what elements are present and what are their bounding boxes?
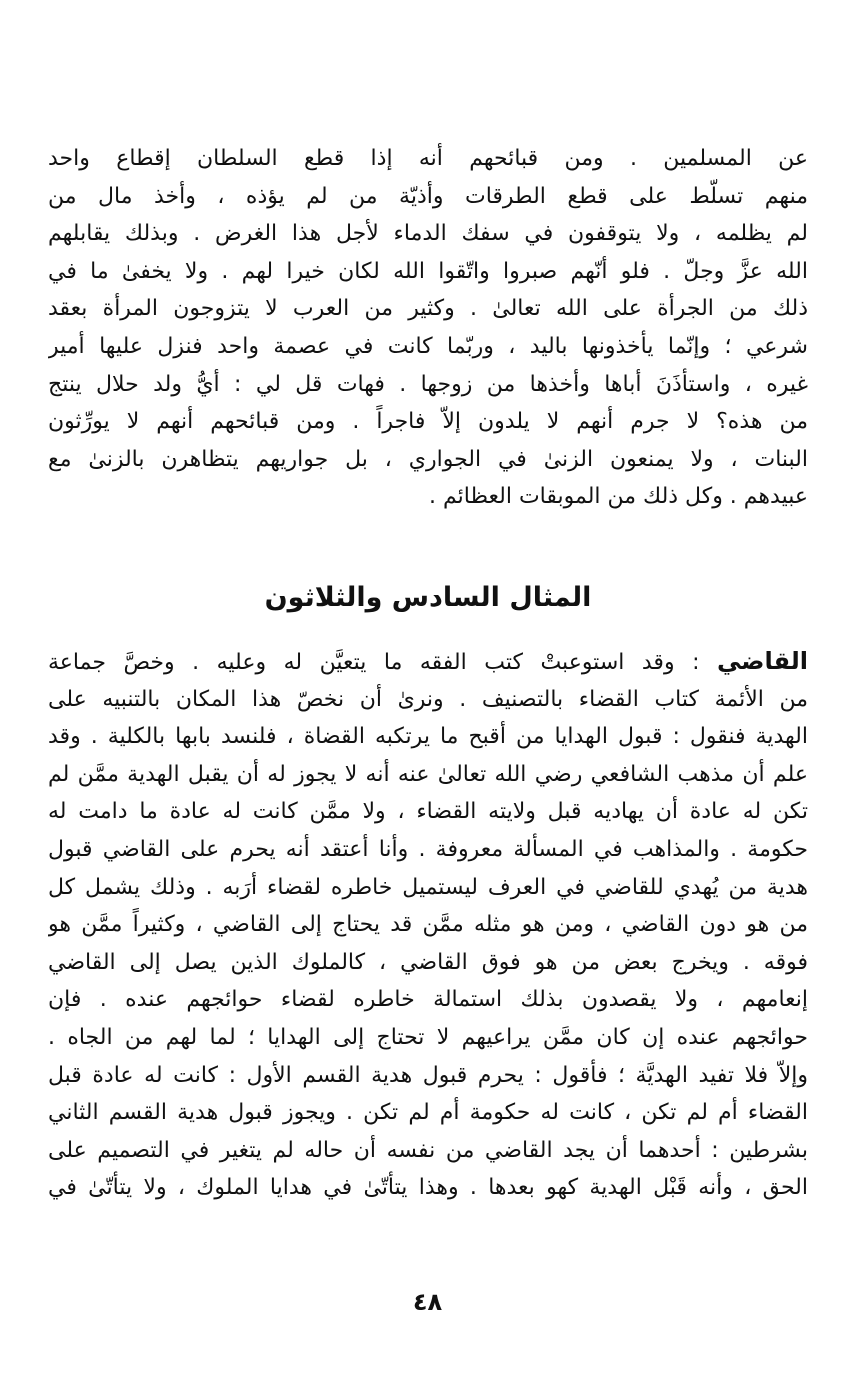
text-line-first [48, 643, 808, 681]
text-line: علم أن مذهب الشافعي رضي الله تعالىٰ عنه أنه لا يجوز له أن يقبل الهدية ممَّن لم [48, 761, 808, 787]
bold-lead-word: القاضي [717, 647, 808, 675]
text-line: إنعامهم ، ولا يقصدون بذلك استمالة خاطره لقضاء حوائجهم عنده . فإن [48, 987, 808, 1013]
text-line: من هو دون القاضي ، ومن هو مثله ممَّن قد يحتاج إلى القاضي ، وكثيراً ممَّن هو [48, 912, 808, 938]
text-line: فوقه . ويخرج بعض من هو فوق القاضي ، كالملوك الذين يصل إلى القاضي [48, 949, 808, 975]
text-line: ذلك من الجرأة على الله تعالىٰ . وكثير من العرب لا يتزوجون المرأة بعقد [48, 296, 808, 322]
page-number: ٤٨ [412, 1288, 443, 1316]
first-line-rest: : وقد استوعبتْ كتب الفقه ما يتعيَّن له وعليه . وخصَّ جماعة [48, 650, 717, 675]
section-heading: المثال السادس والثلاثون [264, 582, 592, 613]
text-line: عبيدهم . وكل ذلك من الموبقات العظائم . [429, 484, 808, 510]
text-line: بشرطين : أحدهما أن يجد القاضي من نفسه أن حاله لم يتغير في التصميم على [48, 1137, 808, 1163]
text-line: الحق ، وأنه قَبْل الهدية كهو بعدها . وهذا يتأتّىٰ في هدايا الملوك ، ولا يتأتّىٰ في [48, 1175, 808, 1201]
top-paragraph [48, 140, 808, 516]
text-line: من هذه؟ لا جرم أنهم لا يلدون إلاّ فاجراً . ومن قبائحهم أنهم لا يورِّثون [48, 409, 808, 435]
text-line: القضاء أم لم تكن ، كانت له حكومة أم لم تكن . ويجوز قبول هدية القسم الثاني [48, 1100, 808, 1126]
text-line: لم يظلمه ، ولا يتوقفون في سفك الدماء لأجل هذا الغرض . وبذلك يقابلهم [48, 221, 808, 247]
text-line: شرعي ؛ وإنّما يأخذونها باليد ، وربّما كانت في عصمة واحد فنزل عليها أمير [48, 333, 808, 359]
text-line: وإلاّ فلا تفيد الهديَّة ؛ فأقول : يحرم قبول هدية القسم الأول : كانت له عادة قبل [48, 1062, 808, 1088]
bottom-paragraph [48, 643, 808, 1207]
text-line: هدية من يُهدي للقاضي في العرف ليستميل خاطره لقضاء أرَبه . وذلك يشمل كل [48, 874, 808, 900]
text-line: تكن له عادة أن يهاديه قبل ولايته القضاء ، ولا ممَّن كانت له عادة ما دامت له [48, 799, 808, 825]
text-line: غيره ، واستأذَنَ أباها وأخذها من زوجها . فهات قل لي : أيُّ ولد حلال ينتج [48, 371, 808, 397]
text-line: عن المسلمين . ومن قبائحهم أنه إذا قطع السلطان إقطاع واحد [48, 146, 808, 171]
text-line: منهم تسلّط على قطع الطرقات وأذيّة من لم يؤذه ، وأخذ مال من [48, 183, 808, 209]
text-line: حكومة . والمذاهب في المسألة معروفة . وأنا أعتقد أنه يحرم على القاضي قبول [48, 836, 808, 862]
text-line: الهدية فنقول : قبول الهدايا من أقبح ما يرتكبه القضاة ، فلنسد بابها بالكلية . وقد [48, 724, 808, 750]
text-line: من الأئمة كتاب القضاء بالتصنيف . ونرىٰ أن نخصّ هذا المكان بالتنبيه على [48, 686, 808, 712]
text-line: حوائجهم عنده إن كان ممَّن يراعيهم لا تحتاج إلى الهدايا ؛ لما لهم من الجاه . [48, 1024, 808, 1050]
text-line: الله عزَّ وجلّ . فلو أنّهم صبروا واتّقوا الله لكان خيرا لهم . ولا يخفىٰ ما في [48, 258, 808, 284]
text-line: البنات ، ولا يمنعون الزنىٰ في الجواري ، بل جواريهم يتظاهرن بالزنىٰ مع [48, 446, 808, 472]
